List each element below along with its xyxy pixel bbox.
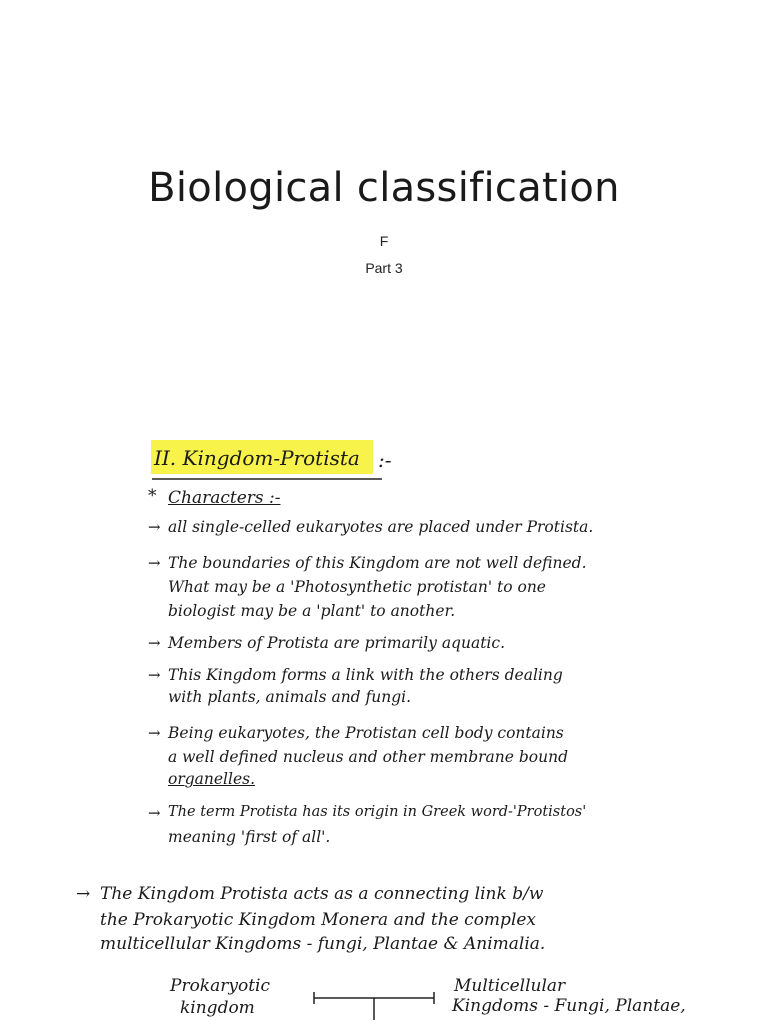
note-line: organelles.: [168, 770, 256, 788]
notes-heading-suffix: :-: [378, 448, 392, 472]
note-line: The term Protista has its origin in Greek word-'Protistos': [168, 804, 587, 820]
note-line: a well defined nucleus and other membrane bound: [168, 748, 569, 766]
note-line: Members of Protista are primarily aquatic.: [168, 634, 505, 652]
subtitle-letter: F: [379, 233, 389, 249]
arrow-icon: →: [148, 518, 161, 536]
characters-heading: Characters :-: [168, 488, 281, 508]
connecting-bracket: [312, 990, 436, 1020]
heading-underline: [152, 476, 384, 482]
note2-line: the Prokaryotic Kingdom Monera and the complex: [100, 910, 537, 930]
note-line: meaning 'first of all'.: [168, 828, 331, 846]
left-label-1: Prokaryotic: [170, 976, 270, 996]
right-label-1: Multicellular: [454, 976, 566, 996]
page-title: Biological classification: [148, 165, 620, 211]
left-label-2: kingdom: [180, 998, 255, 1018]
handwritten-notes: [148, 432, 648, 856]
notes-heading: II. Kingdom-Protista: [154, 446, 360, 470]
note2-line: The Kingdom Protista acts as a connecting link b/w: [100, 884, 544, 904]
arrow-icon: →: [148, 666, 161, 684]
arrow-icon: →: [148, 724, 161, 742]
star-bullet: *: [148, 486, 157, 506]
note-line: Being eukaryotes, the Protistan cell body contains: [168, 724, 564, 742]
part-label: Part 3: [365, 260, 403, 276]
right-label-2: Kingdoms - Fungi, Plantae,: [452, 996, 686, 1016]
arrow-icon: →: [148, 634, 161, 652]
arrow-icon: →: [76, 884, 91, 904]
note-line: What may be a 'Photosynthetic protistan' to one: [168, 578, 546, 596]
note-line: This Kingdom forms a link with the others dealing: [168, 666, 563, 684]
arrow-icon: →: [148, 804, 161, 822]
note-line: with plants, animals and fungi.: [168, 688, 412, 706]
arrow-icon: →: [148, 554, 161, 572]
note2-line: multicellular Kingdoms - fungi, Plantae & Animalia.: [100, 934, 546, 954]
note-line: biologist may be a 'plant' to another.: [168, 602, 456, 620]
note-line: all single-celled eukaryotes are placed under Protista.: [168, 518, 594, 536]
note-line: The boundaries of this Kingdom are not well defined.: [168, 554, 587, 572]
